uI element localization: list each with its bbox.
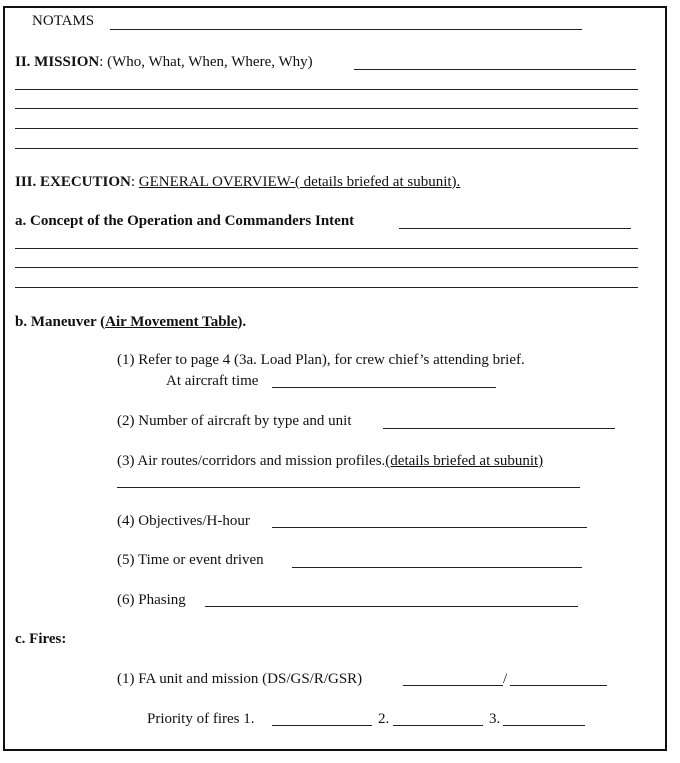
concept-field-line-2[interactable] [15, 248, 638, 249]
objectives-field[interactable] [272, 527, 587, 528]
maneuver-item-3 [117, 452, 543, 470]
aircraft-time-field[interactable] [272, 387, 496, 388]
air-routes-field[interactable] [117, 487, 580, 488]
mission-field-line-2[interactable] [15, 89, 638, 90]
fa-unit-slash: / [503, 671, 508, 687]
fa-unit-field[interactable] [403, 685, 503, 686]
priority-3-label: 3. [489, 711, 501, 727]
maneuver-suffix: ). [237, 314, 247, 330]
execution-overview: GENERAL OVERVIEW-( details briefed at subunit). [138, 174, 461, 190]
time-event-field[interactable] [292, 567, 582, 568]
maneuver-item-3-text: (3) Air routes/corridors and mission profiles. [117, 453, 386, 469]
fa-unit-label: (1) FA unit and mission (DS/GS/R/GSR) [117, 671, 363, 687]
fires-label: c. Fires: [15, 631, 67, 647]
notams-field[interactable] [110, 29, 582, 30]
aircraft-time-label: At aircraft time [166, 373, 259, 389]
mission-field-line-4[interactable] [15, 128, 638, 129]
concept-field-line-4[interactable] [15, 287, 638, 288]
mission-prompt: : (Who, What, When, Where, Why) [99, 54, 313, 70]
execution-colon: : [130, 174, 139, 190]
priority-fires-label: Priority of fires 1. [147, 711, 255, 727]
mission-field-line-5[interactable] [15, 148, 638, 149]
concept-field[interactable] [399, 228, 631, 229]
maneuver-item-5: (5) Time or event driven [117, 552, 264, 568]
mission-line [15, 53, 313, 71]
maneuver-item-3-note: (details briefed at subunit) [385, 453, 544, 469]
maneuver-item-1: (1) Refer to page 4 (3a. Load Plan), for crew chief’s attending brief. [117, 352, 525, 368]
maneuver-item-4: (4) Objectives/H-hour [117, 513, 250, 529]
priority-3-field[interactable] [503, 725, 585, 726]
maneuver-line [15, 313, 246, 331]
maneuver-item-2: (2) Number of aircraft by type and unit [117, 413, 352, 429]
execution-line [15, 173, 460, 191]
maneuver-label: b. Maneuver ( [15, 314, 106, 330]
execution-heading: III. EXECUTION [15, 174, 131, 190]
maneuver-item-6: (6) Phasing [117, 592, 186, 608]
form-border [3, 6, 667, 751]
air-movement-table-ref: Air Movement Table [105, 314, 238, 330]
mission-field[interactable] [354, 69, 636, 70]
mission-heading: II. MISSION [15, 54, 100, 70]
mission-field-line-3[interactable] [15, 108, 638, 109]
concept-field-line-3[interactable] [15, 267, 638, 268]
priority-2-field[interactable] [393, 725, 483, 726]
fa-mission-field[interactable] [510, 685, 607, 686]
phasing-field[interactable] [205, 606, 578, 607]
priority-2-label: 2. [378, 711, 390, 727]
notams-label: NOTAMS [32, 13, 95, 29]
concept-label: a. Concept of the Operation and Commanders Intent [15, 213, 355, 229]
priority-1-field[interactable] [272, 725, 372, 726]
aircraft-count-field[interactable] [383, 428, 615, 429]
